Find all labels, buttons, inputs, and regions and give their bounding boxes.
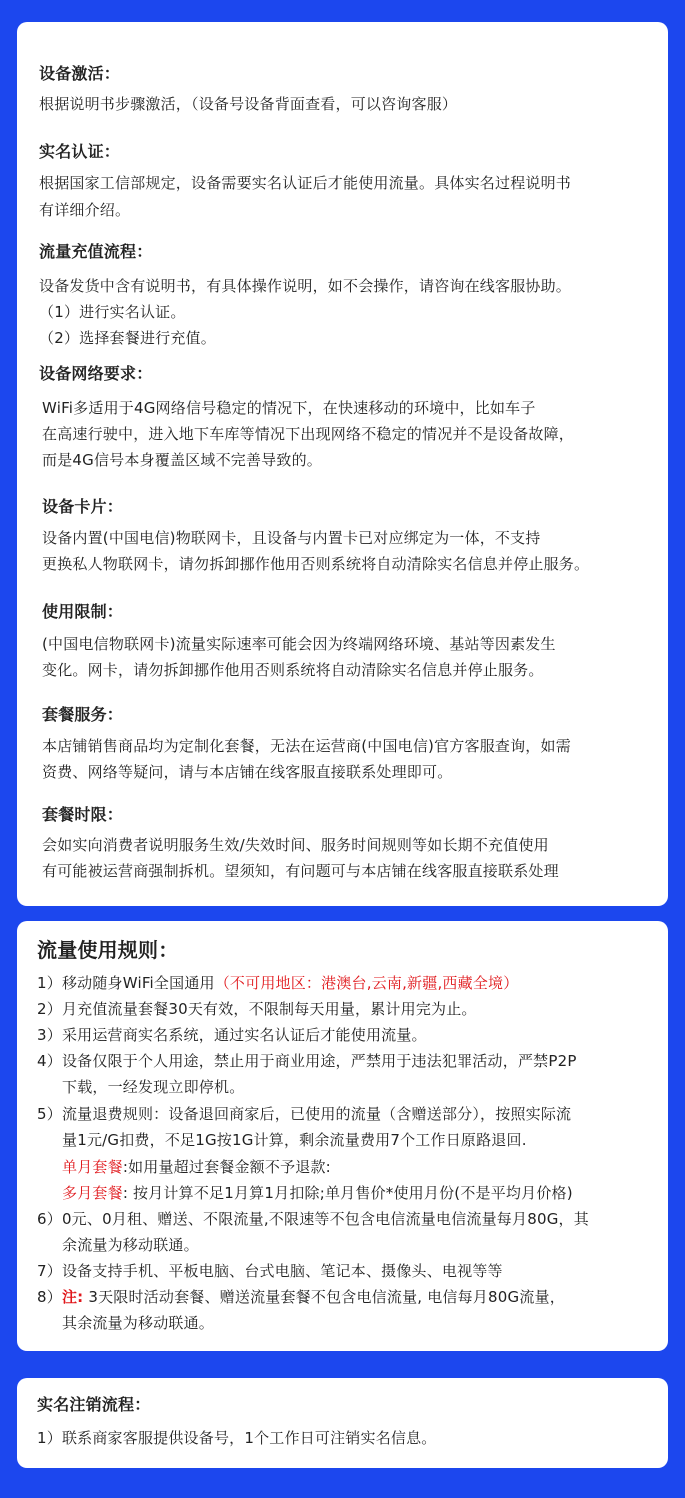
section-text: WiFi多适用于4G网络信号稳定的情况下，在快速移动的环境中，比如车子 xyxy=(42,399,536,417)
rule-item-8: 8）注: 3天限时活动套餐、赠送流量套餐不包含电信流量, 电信每月80G流量， xyxy=(37,1288,565,1306)
section-text: 有可能被运营商强制拆机。望须知，有问题可与本店铺在线客服直接联系处理 xyxy=(42,862,559,880)
section-text: 会如实向消费者说明服务生效/失效时间、服务时间规则等如长期不充值使用 xyxy=(42,836,549,854)
rule-item-4: 4）设备仅限于个人用途，禁止用于商业用途，严禁用于违法犯罪活动，严禁P2P xyxy=(37,1052,577,1070)
rule-item-7: 7）设备支持手机、平板电脑、台式电脑、笔记本、摄像头、电视等等 xyxy=(37,1262,503,1280)
cancel-card xyxy=(17,1378,668,1468)
section-title-card: 设备卡片： xyxy=(42,497,124,516)
rule-item-5-single: 单月套餐:如用量超过套餐金额不予退款: xyxy=(62,1158,331,1176)
rule-item-2: 2）月充值流量套餐30天有效，不限制每天用量，累计用完为止。 xyxy=(37,1000,477,1018)
section-text: 资费、网络等疑问，请与本店铺在线客服直接联系处理即可。 xyxy=(42,763,453,781)
section-title-service: 套餐服务： xyxy=(42,705,124,724)
section-text: （2）选择套餐进行充值。 xyxy=(39,329,216,347)
cancel-title: 实名注销流程： xyxy=(37,1395,151,1414)
section-text: 有详细介绍。 xyxy=(39,201,131,219)
section-title-activation: 设备激活： xyxy=(39,64,121,83)
section-text: 更换私人物联网卡，请勿拆卸挪作他用否则系统将自动清除实名信息并停止服务。 xyxy=(42,555,590,573)
section-title-recharge: 流量充值流程： xyxy=(39,242,153,261)
rule-item-5-multi: 多月套餐: 按月计算不足1月算1月扣除;单月售价*使用月份(不是平均月价格) xyxy=(62,1184,573,1202)
rule-item-5-cont: 量1元/G扣费，不足1G按1G计算，剩余流量费用7个工作日原路退回. xyxy=(62,1131,527,1149)
info-card xyxy=(17,22,668,906)
section-text: 设备发货中含有说明书，有具体操作说明，如不会操作，请咨询在线客服协助。 xyxy=(39,277,572,295)
section-title-limit: 使用限制： xyxy=(42,602,124,621)
cancel-text: 1）联系商家客服提供设备号，1个工作日可注销实名信息。 xyxy=(37,1429,437,1447)
rules-card xyxy=(17,921,668,1351)
rule-item-4-cont: 下载，一经发现立即停机。 xyxy=(62,1078,245,1096)
section-text: 在高速行驶中，进入地下车库等情况下出现网络不稳定的情况并不是设备故障， xyxy=(42,425,575,443)
rule-item-6: 6）0元、0月租、赠送、不限流量,不限速等不包含电信流量电信流量每月80G，其 xyxy=(37,1210,589,1228)
section-text: 设备内置(中国电信)物联网卡，且设备与内置卡已对应绑定为一体，不支持 xyxy=(42,529,541,547)
section-text: (中国电信物联网卡)流量实际速率可能会因为终端网络环境、基站等因素发生 xyxy=(42,635,556,653)
rule-item-8-cont: 其余流量为移动联通。 xyxy=(62,1314,215,1332)
section-text: 而是4G信号本身覆盖区域不完善导致的。 xyxy=(42,451,322,469)
section-text: 本店铺销售商品均为定制化套餐，无法在运营商(中国电信)官方客服查询，如需 xyxy=(42,737,571,755)
rule-item-6-cont: 余流量为移动联通。 xyxy=(62,1236,199,1254)
rule-item-1: 1）移动随身WiFi全国通用（不可用地区：港澳台,云南,新疆,西藏全境） xyxy=(37,974,519,992)
section-text: （1）进行实名认证。 xyxy=(39,303,186,321)
section-title-network: 设备网络要求： xyxy=(39,364,153,383)
section-text: 变化。网卡，请勿拆卸挪作他用否则系统将自动清除实名信息并停止服务。 xyxy=(42,661,544,679)
rules-title: 流量使用规则： xyxy=(37,938,179,962)
rule-item-3: 3）采用运营商实名系统，通过实名认证后才能使用流量。 xyxy=(37,1026,427,1044)
section-text: 根据国家工信部规定，设备需要实名认证后才能使用流量。具体实名过程说明书 xyxy=(39,174,572,192)
section-title-timelimit: 套餐时限： xyxy=(42,805,124,824)
section-title-realname: 实名认证： xyxy=(39,142,121,161)
section-text: 根据说明书步骤激活，（设备号设备背面查看，可以咨询客服） xyxy=(39,95,458,113)
rule-item-5: 5）流量退费规则：设备退回商家后，已使用的流量（含赠送部分），按照实际流 xyxy=(37,1105,572,1123)
